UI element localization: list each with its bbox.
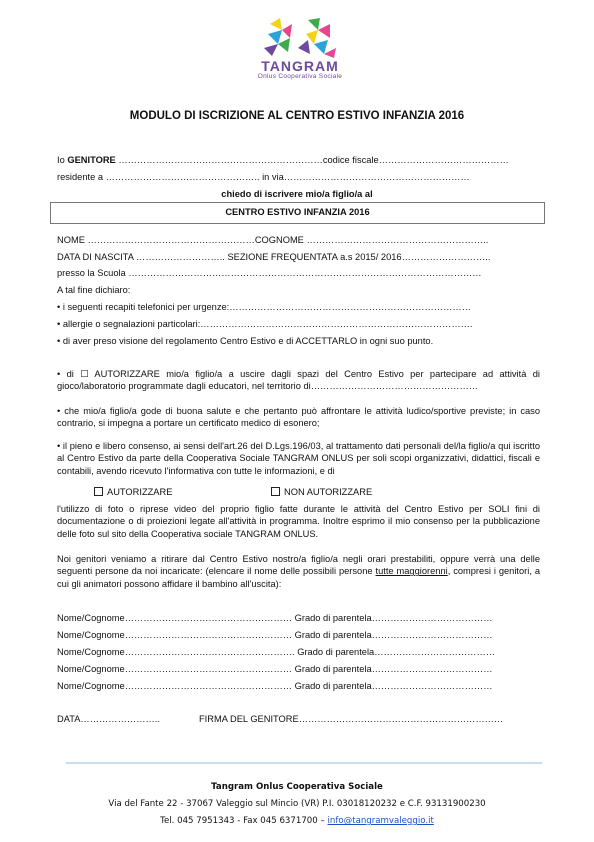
health-paragraph: • che mio/a figlio/a gode di buona salute e che pertanto può affrontare le attività ludico/sportive previste; in caso contrario, si impegna a portare un certificato medico di esonero;	[57, 406, 540, 429]
parent-line: Io GENITORE …………………………………………………………codice fiscale……………………………………	[57, 155, 509, 165]
not-authorize-checkbox[interactable]	[271, 487, 280, 496]
child-birth-line: DATA DI NASCITA ……………………….. SEZIONE FREQUENTATA a.s 2015/ 2016………………………..	[57, 252, 491, 262]
declarations-intro: A tal fine dichiaro:	[57, 285, 131, 295]
logo-wordmark: TANGRAM	[261, 58, 339, 74]
request-line: chiedo di iscrivere mio/a figlio/a al	[221, 189, 373, 199]
residence-line: residente a ………………………………………….. in via……………………………………………………	[57, 172, 470, 182]
parent-label: GENITORE	[67, 155, 116, 165]
child-name-line: NOME ………………………………………………COGNOME …………………………………………………..	[57, 235, 489, 245]
parent-signature-field: FIRMA DEL GENITORE…………………………………………………………	[199, 714, 504, 724]
photo-authorize-option[interactable]: AUTORIZZARE	[94, 486, 172, 498]
regolamento-line: • di aver preso visione del regolamento Centro Estivo e di ACCETTARLO in ogni suo punto.	[57, 336, 434, 346]
photo-not-authorize-option[interactable]: NON AUTORIZZARE	[271, 486, 372, 498]
footer-org: Tangram Onlus Cooperativa Sociale	[211, 782, 383, 792]
allergies-line: • allergie o segnalazioni particolari:…………………………………………………………………………….	[57, 319, 473, 329]
pickup-person-row: Nome/Cognome……………………………………………… Grado di parentela…………………………………	[57, 613, 493, 623]
pickup-person-row: Nome/Cognome……………………………………………… Grado di parentela…………………………………	[57, 664, 493, 674]
pickup-paragraph: Noi genitori veniamo a ritirare dal Centro Estivo nostro/a figlio/a negli orari prestabiliti, oppure verrà una delle seguenti persone da noi incaricate: (elencare il nome delle possibili persone tutte maggiorenni, compresi i genitori, a cui gli animatori possono affidare il bambino all'uscita):	[57, 554, 540, 589]
authorize-checkbox[interactable]	[94, 487, 103, 496]
phones-line: • i seguenti recapiti telefonici per urgenze:……………………………………………………………………	[57, 302, 471, 312]
footer-contacts: Tel. 045 7951343 - Fax 045 6371700 – info@tangramvaleggio.it	[160, 816, 434, 826]
date-field: DATA……………………..	[57, 714, 160, 724]
adults-only-note: tutte maggiorenni	[375, 566, 448, 577]
footer-divider	[66, 762, 542, 764]
pickup-person-row: Nome/Cognome………………………………………………. Grado di parentela…………………………………	[57, 647, 496, 657]
page-title: MODULO DI ISCRIZIONE AL CENTRO ESTIVO INFANZIA 2016	[129, 110, 465, 122]
pickup-person-row: Nome/Cognome……………………………………………… Grado di parentela…………………………………	[57, 630, 493, 640]
child-school-line: presso la Scuola ……………………………………………………………………………………………………	[57, 268, 482, 278]
pickup-person-row: Nome/Cognome……………………………………………… Grado di parentela…………………………………	[57, 681, 493, 691]
photo-consent-paragraph: l'utilizzo di foto o riprese video del proprio figlio fatte durante le attività del Centro Estivo per SOLI fini di documentazione o di proiezioni legate all'attività in programma. Inoltre esprimo il mio consenso per la pubblicazione delle foto sul sito della Cooperativa sociale TANGRAM ONLUS.	[57, 504, 540, 539]
logo-tagline: Onlus Cooperativa Sociale	[257, 73, 343, 80]
privacy-paragraph: • il pieno e libero consenso, ai sensi dell'art.26 del D.Lgs.196/03, al trattamento dati personali del/la figlio/a qui iscritto al Centro Estivo da parte della Cooperativa Sociale TANGRAM ONLUS per soli scopi organizzativi, didattici, fiscali e contabili, avendo ricevuto l'informativa con tutte le informazioni, e di	[57, 441, 540, 476]
course-box-title: CENTRO ESTIVO INFANZIA 2016	[225, 207, 370, 217]
authorize-exit-paragraph: • di ☐ AUTORIZZARE mio/a figlio/a a uscire dagli spazi del Centro Estivo per partecipare ad attività di gioco/laboratorio programmate dagli educatori, nel territorio di………………………………………………	[57, 369, 540, 392]
footer-email-link[interactable]: info@tangramvaleggio.it	[327, 816, 434, 826]
footer-address: Via del Fante 22 - 37067 Valeggio sul Mincio (VR) P.I. 03018120232 e C.F. 93131900230	[108, 799, 486, 809]
